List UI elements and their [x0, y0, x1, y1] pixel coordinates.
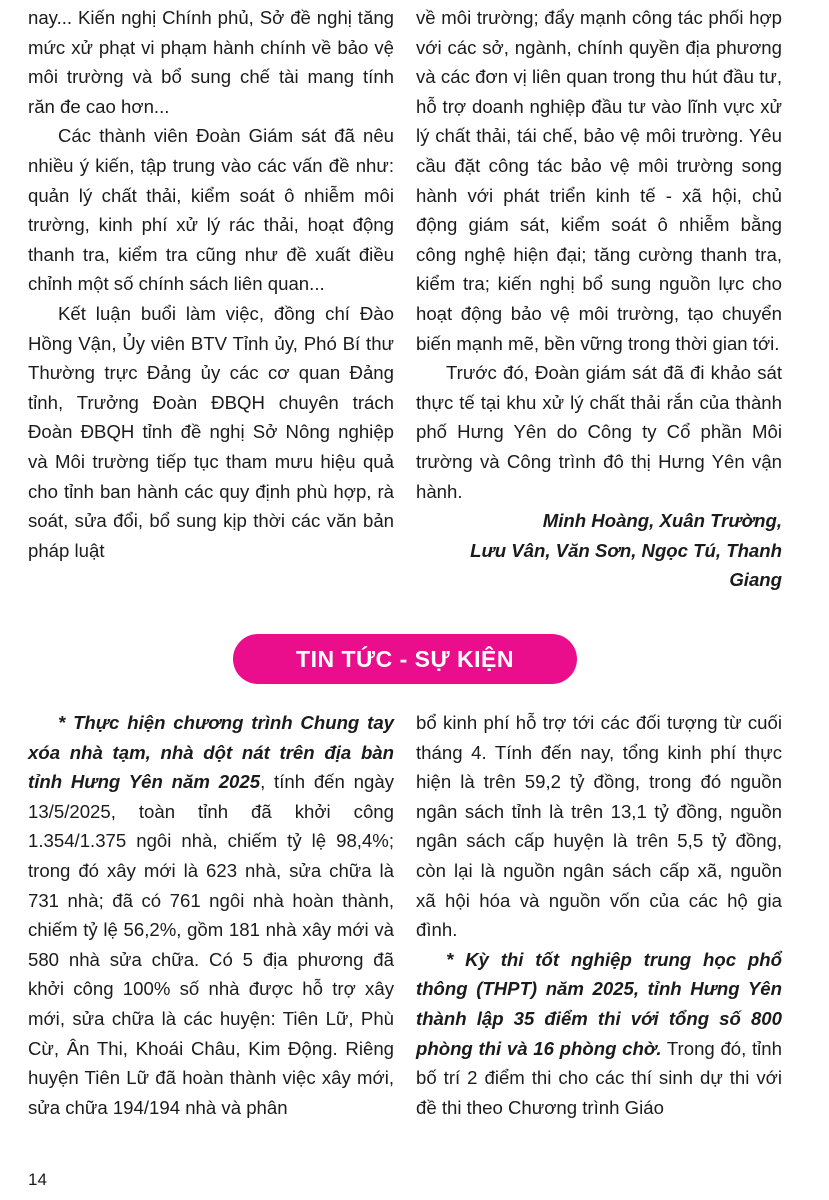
top-right-column — [416, 3, 782, 595]
housing-program-lead: * Thực hiện chương trình Chung tay xóa nhà tạm, nhà dột nát trên địa bàn tỉnh Hưng Yên năm 2025 — [28, 712, 394, 793]
exam-body: Trong đó, tỉnh bố trí 2 điểm thi cho các thí sinh dự thi với đề thi theo Chương trình Giáo — [416, 1037, 782, 1118]
housing-program-body: , tính đến ngày 13/5/2025, toàn tỉnh đã khởi công 1.354/1.375 ngôi nhà, chiếm tỷ lệ 98,4%; trong đó xây mới là 623 nhà, sửa chữa là 731 nhà; đã có 761 ngôi nhà hoàn thành, chiếm tỷ lệ 56,2%, gồm 181 nhà xây mới và 580 nhà sửa chữa. Có 5 địa phương đã khởi công 100% số nhà được hỗ trợ xây mới, sửa chữa là các huyện: Tiên Lữ, Phù Cừ, Ân Thi, Khoái Châu, Kim Động. Riêng huyện Tiên Lữ đã hoàn thành việc xây mới, sửa chữa 194/194 nhà và phân — [28, 771, 394, 1118]
paragraph-environment-tasks: về môi trường; đẩy mạnh công tác phối hợp với các sở, ngành, chính quyền địa phương và các đơn vị liên quan trong thu hút đầu tư, hỗ trợ doanh nghiệp đầu tư vào lĩnh vực xử lý chất thải, tái chế, bảo vệ môi trường. Yêu cầu đặt công tác bảo vệ môi trường song hành với phát triển kinh tế - xã hội, chủ động giám sát, kiểm soát ô nhiễm bằng công nghệ hiện đại; tăng cường thanh tra, kiểm tra; kiến nghị bổ sung nguồn lực cho hoạt động bảo vệ môi trường, tạo chuyển biến mạnh mẽ, bền vững trong thời gian tới. — [416, 7, 782, 354]
paragraph-recommendation: nay... Kiến nghị Chính phủ, Sở đề nghị tăng mức xử phạt vi phạm hành chính về bảo vệ môi trường và bổ sung chế tài mang tính răn đe cao hơn... — [28, 7, 394, 117]
author-byline-line-1: Minh Hoàng, Xuân Trường, — [542, 510, 782, 532]
page-number: 14 — [28, 1170, 47, 1189]
paragraph-conclusion: Kết luận buổi làm việc, đồng chí Đào Hồng Vận, Ủy viên BTV Tỉnh ủy, Phó Bí thư Thường trực Đảng ủy các cơ quan Đảng tỉnh, Trưởng Đoàn ĐBQH chuyên trách Đoàn ĐBQH tỉnh đề nghị Sở Nông nghiệp và Môi trường tiếp tục tham mưu hiệu quả cho tỉnh ban hành các quy định phù hợp, rà soát, sửa đổi, bổ sung kịp thời các văn bản pháp luật — [28, 302, 394, 561]
section-banner — [233, 634, 577, 684]
section-title: TIN TỨC - SỰ KIỆN — [296, 645, 514, 672]
author-byline-line-2: Lưu Vân, Văn Sơn, Ngọc Tú, Thanh Giang — [470, 539, 782, 591]
paragraph-exam — [416, 945, 782, 1123]
exam-lead: * Kỳ thi tốt nghiệp trung học phổ thông (THPT) năm 2025, tỉnh Hưng Yên thành lập 35 điểm thi với tổng số 800 phòng thi và 16 phòng chờ. — [416, 948, 782, 1059]
paragraph-housing-program — [28, 708, 394, 1122]
top-left-column — [28, 3, 394, 565]
paragraph-funding: bổ kinh phí hỗ trợ tới các đối tượng từ cuối tháng 4. Tính đến nay, tổng kinh phí thực hiện là trên 59,2 tỷ đồng, trong đó nguồn ngân sách tỉnh là trên 13,1 tỷ đồng, nguồn ngân sách cấp huyện là trên 5,5 tỷ đồng, còn lại là nguồn ngân sách cấp xã, nguồn xã hội hóa và nguồn vốn của các hộ gia đình. — [416, 712, 782, 941]
bottom-right-column — [416, 708, 782, 1122]
bottom-left-column — [28, 708, 394, 1122]
paragraph-delegation-opinions: Các thành viên Đoàn Giám sát đã nêu nhiều ý kiến, tập trung vào các vấn đề như: quản lý chất thải, kiểm soát ô nhiễm môi trường, kinh phí xử lý rác thải, hoạt động thanh tra, kiểm tra cũng như đề xuất điều chỉnh một số chính sách liên quan... — [28, 125, 394, 295]
paragraph-site-survey: Trước đó, Đoàn giám sát đã đi khảo sát thực tế tại khu xử lý chất thải rắn của thành phố Hưng Yên do Công ty Cổ phần Môi trường và Công trình đô thị Hưng Yên vận hành. — [416, 362, 782, 502]
